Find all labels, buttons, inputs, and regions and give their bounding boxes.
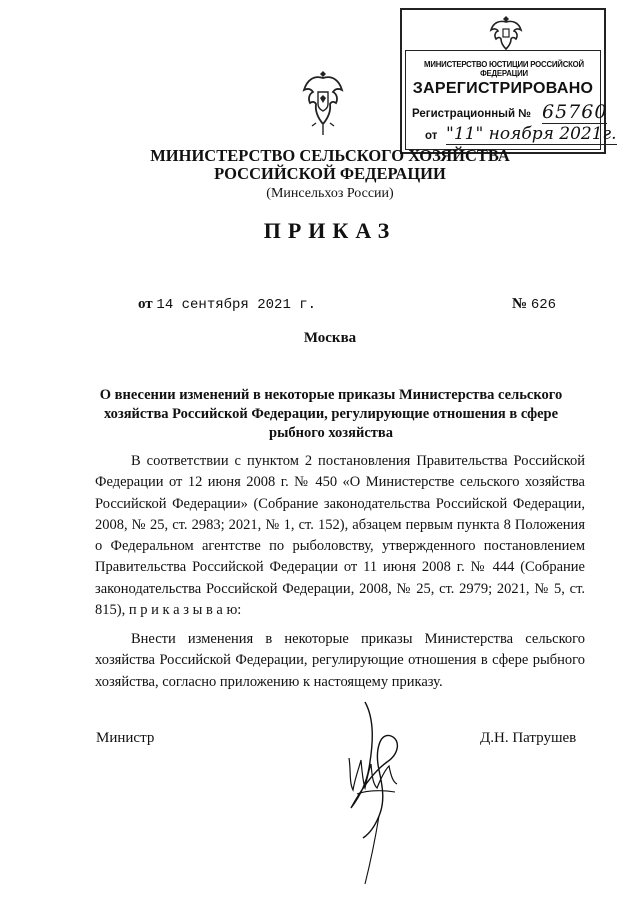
ministry-short-name: (Минсельхоз России) <box>266 186 394 201</box>
order-number-prefix: № <box>512 296 528 312</box>
stamp-date-handwritten: "11" ноября 2021г. <box>446 124 617 144</box>
body-paragraph-2: Внести изменения в некоторые приказы Министерства сельского хозяйства Российской Федерации, регулирующие отношения в сфере рыбного хозяйства, согласно приложению к настоящему приказу. <box>95 631 585 690</box>
signatory-position: Министр <box>96 730 155 746</box>
body-paragraph-1-text: В соответствии с пунктом 2 постановления Правительства Российской Федерации от 12 июня 2008 г. № 450 «О Министерстве сельского хозяйства Российской Федерации» (Собрание законодательства Российской Федерации, 2008, № 25, ст. 2983; 2021, № 1, ст. 152), абзацем первым пункта 8 Положения о Федеральном агентстве по рыболовству, утвержденного постановлением Правительства Российской Федерации от 11 июня 2008 г. № 444 (Собрание законодательства Российской Федерации, 2008, № 25, ст. 2979; 2021, № 5, ст. 815), <box>95 453 585 619</box>
order-date <box>138 296 316 313</box>
ministry-title <box>140 147 520 183</box>
city: Москва <box>303 330 357 346</box>
signatory-name: Д.Н. Патрушев <box>480 730 577 746</box>
handwritten-signature <box>335 690 415 890</box>
stamp-reg-number: 65760 <box>542 101 608 123</box>
stamp-emblem-icon <box>486 12 526 52</box>
order-subject: О внесении изменений в некоторые приказы Министерства сельского хозяйства Российской Федерации, регулирующие отношения в сфере рыбного хозяйства <box>99 387 563 441</box>
body-paragraph-1 <box>95 451 585 621</box>
ministry-title-line2: РОССИЙСКОЙ ФЕДЕРАЦИИ <box>214 164 446 183</box>
stamp-status: ЗАРЕГИСТРИРОВАНО <box>412 80 594 97</box>
order-date-value: 14 сентября 2021 г. <box>156 297 317 313</box>
order-date-prefix: от <box>138 296 153 312</box>
ministry-title-line1: МИНИСТЕРСТВО СЕЛЬСКОГО ХОЗЯЙСТВА <box>150 146 510 165</box>
order-directive: п р и к а з ы в а ю: <box>128 602 242 619</box>
order-number-value: 626 <box>530 297 557 313</box>
stamp-reg-label: Регистрационный № <box>412 108 532 120</box>
document-type: ПРИКАЗ <box>263 218 397 243</box>
coat-of-arms-icon <box>302 68 344 138</box>
stamp-ministry-name: МИНИСТЕРСТВО ЮСТИЦИИ РОССИЙСКОЙ ФЕДЕРАЦИИ <box>424 60 584 78</box>
order-number <box>512 296 556 313</box>
stamp-date-prefix: от <box>425 130 438 142</box>
